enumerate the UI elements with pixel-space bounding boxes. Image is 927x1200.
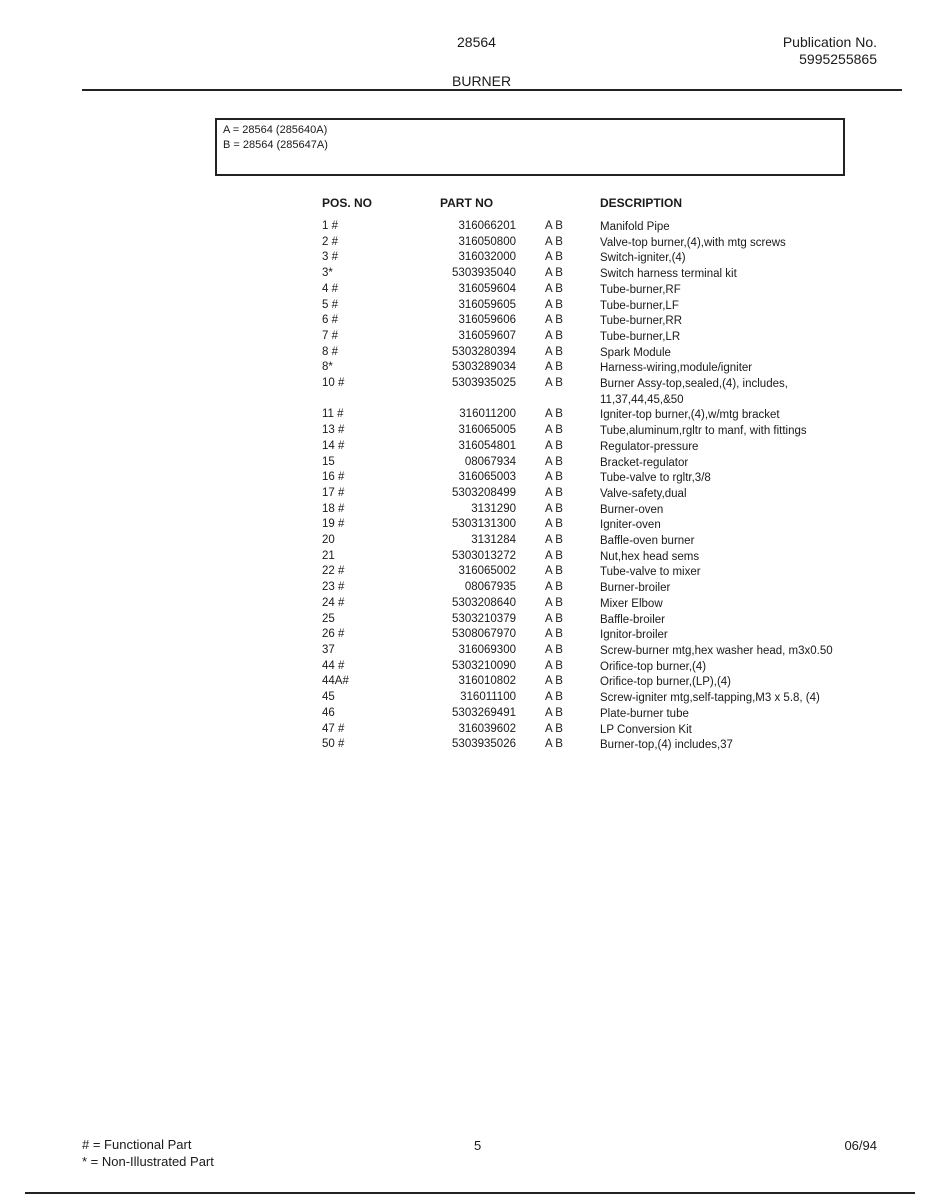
pos-no-cell: 24 # — [322, 596, 345, 609]
parts-table — [0, 220, 927, 754]
part-no-cell: 316054801 — [458, 439, 516, 452]
pos-no-cell: 18 # — [322, 502, 345, 515]
pos-no-cell: 13 # — [322, 424, 345, 437]
description-cell: Screw-burner mtg,hex washer head, m3x0.50 — [600, 644, 833, 657]
part-no-cell: 316011200 — [459, 408, 516, 421]
description-cell: Orifice-top burner,(4) — [600, 660, 707, 673]
table-row — [0, 346, 927, 362]
description-cell: Tube-valve to mixer — [600, 566, 701, 579]
part-no-cell: 5303131300 — [452, 518, 516, 531]
pos-no-cell: 8* — [322, 361, 333, 374]
section-title: BURNER — [452, 73, 512, 89]
part-no-cell: 08067935 — [464, 581, 516, 594]
part-no-cell: 316039602 — [458, 722, 516, 735]
model-applicability-cell: A B — [545, 612, 563, 625]
pos-no-cell: 50 # — [322, 738, 345, 751]
table-row — [0, 471, 927, 487]
pos-no-cell: 23 # — [322, 581, 345, 594]
table-row — [0, 220, 927, 236]
part-no-cell: 316011100 — [460, 691, 516, 704]
table-row — [0, 503, 927, 519]
part-no-cell: 316059604 — [458, 282, 516, 295]
pos-no-cell: 3 # — [322, 251, 338, 264]
table-row — [0, 408, 927, 424]
table-row — [0, 330, 927, 346]
table-row — [0, 581, 927, 597]
pos-no-cell: 25 — [322, 612, 335, 625]
pos-no-cell: 8 # — [322, 345, 338, 358]
model-applicability-cell: A B — [545, 722, 563, 735]
footer-legend — [82, 1136, 214, 1170]
part-no-cell: 316065002 — [458, 565, 516, 578]
model-applicability-cell: A B — [545, 251, 563, 264]
table-row — [0, 251, 927, 267]
part-no-cell: 5303935040 — [452, 267, 516, 280]
description-cell: Tube-burner,RF — [600, 283, 681, 296]
description-cell: Igniter-top burner,(4),w/mtg bracket — [600, 409, 780, 422]
description-cell: Switch-igniter,(4) — [600, 252, 686, 265]
part-no-cell: 316059607 — [458, 329, 516, 342]
model-applicability-cell: A B — [545, 502, 563, 515]
publication-date: 06/94 — [844, 1138, 877, 1153]
publication-info — [783, 34, 877, 68]
model-applicability-cell: A B — [545, 267, 563, 280]
functional-part-note: # = Functional Part — [82, 1137, 192, 1152]
description-cell: Manifold Pipe — [600, 221, 670, 233]
model-applicability-cell: A B — [545, 534, 563, 547]
pos-no-cell: 10 # — [322, 377, 345, 390]
part-no-cell: 316059605 — [458, 298, 516, 311]
model-applicability-cell: A B — [545, 549, 563, 562]
model-applicability-cell: A B — [545, 220, 563, 232]
pos-no-cell: 19 # — [322, 518, 345, 531]
part-no-cell: 3131290 — [471, 502, 516, 515]
pos-no-cell: 45 — [322, 691, 335, 704]
model-applicability-cell: A B — [545, 361, 563, 374]
table-row — [0, 487, 927, 503]
model-applicability-cell: A B — [545, 486, 563, 499]
pos-no-cell: 37 — [322, 643, 335, 656]
part-no-cell: 5303208499 — [452, 486, 516, 499]
column-header-description: DESCRIPTION — [600, 196, 683, 210]
model-applicability-cell: A B — [545, 675, 563, 688]
table-row — [0, 565, 927, 581]
part-no-cell: 5303935026 — [452, 738, 516, 751]
model-applicability-cell: A B — [545, 329, 563, 342]
pos-no-cell: 17 # — [322, 486, 345, 499]
description-cell: Screw-igniter mtg,self-tapping,M3 x 5.8, (4) — [600, 692, 820, 705]
model-applicability-cell: A B — [545, 424, 563, 437]
model-applicability-cell: A B — [545, 738, 563, 751]
model-applicability-cell: A B — [545, 439, 563, 452]
pos-no-cell: 21 — [322, 549, 335, 562]
page-number: 5 — [474, 1138, 482, 1153]
part-no-cell: 5308067970 — [452, 628, 516, 641]
table-row — [0, 691, 927, 707]
table-row — [0, 723, 927, 739]
description-cell: Burner-oven — [600, 503, 664, 516]
table-row — [0, 628, 927, 644]
description-cell: Ignitor-broiler — [600, 629, 668, 642]
pos-no-cell: 1 # — [322, 220, 338, 232]
table-row — [0, 707, 927, 723]
model-applicability-cell: A B — [545, 282, 563, 295]
part-no-cell: 5303013272 — [452, 549, 516, 562]
model-applicability-cell: A B — [545, 706, 563, 719]
part-no-cell: 316065005 — [458, 424, 516, 437]
model-applicability-cell: A B — [545, 596, 563, 609]
part-no-cell: 316065003 — [458, 471, 516, 484]
model-applicability-cell: A B — [545, 691, 563, 704]
description-cell: Spark Module — [600, 346, 671, 359]
description-cell: Valve-safety,dual — [600, 487, 687, 500]
model-applicability-cell: A B — [545, 518, 563, 531]
model-applicability-cell: A B — [545, 298, 563, 311]
pos-no-cell: 11 # — [322, 408, 344, 421]
table-row — [0, 440, 927, 456]
pos-no-cell: 14 # — [322, 439, 345, 452]
pos-no-cell: 46 — [322, 706, 335, 719]
model-applicability-cell: A B — [545, 643, 563, 656]
part-no-cell: 316010802 — [458, 675, 516, 688]
table-row — [0, 550, 927, 566]
description-cell: Harness-wiring,module/igniter — [600, 362, 753, 375]
table-row — [0, 675, 927, 691]
part-no-cell: 5303210379 — [452, 612, 516, 625]
description-cell: Burner Assy-top,sealed,(4), includes, 11,37,44,45,&50 — [600, 378, 788, 406]
model-applicability-cell: A B — [545, 345, 563, 358]
description-cell: Baffle-broiler — [600, 613, 665, 626]
part-no-cell: 5303280394 — [452, 345, 516, 358]
pos-no-cell: 26 # — [322, 628, 345, 641]
model-legend-box — [215, 118, 845, 176]
table-row — [0, 236, 927, 252]
part-no-cell: 5303210090 — [452, 659, 516, 672]
description-cell: Regulator-pressure — [600, 440, 699, 453]
part-no-cell: 316059606 — [458, 314, 516, 327]
description-cell: Burner-top,(4) includes,37 — [600, 739, 733, 752]
pos-no-cell: 44 # — [322, 659, 345, 672]
table-row — [0, 644, 927, 660]
table-row — [0, 361, 927, 377]
part-no-cell: 5303208640 — [452, 596, 516, 609]
model-applicability-cell: A B — [545, 659, 563, 672]
table-row — [0, 660, 927, 676]
table-row — [0, 299, 927, 315]
part-no-cell: 316069300 — [458, 643, 516, 656]
table-row — [0, 597, 927, 613]
description-cell: Mixer Elbow — [600, 597, 663, 610]
model-number: 28564 — [457, 34, 496, 50]
pos-no-cell: 20 — [322, 534, 335, 547]
model-applicability-cell: A B — [545, 581, 563, 594]
table-row — [0, 456, 927, 472]
pos-no-cell: 22 # — [322, 565, 345, 578]
description-cell: Valve-top burner,(4),with mtg screws — [600, 236, 786, 249]
description-cell: Bracket-regulator — [600, 456, 689, 469]
part-no-cell: 316032000 — [458, 251, 516, 264]
description-cell: LP Conversion Kit — [600, 723, 692, 736]
description-cell: Plate-burner tube — [600, 707, 689, 720]
pos-no-cell: 47 # — [322, 722, 345, 735]
table-row — [0, 267, 927, 283]
part-no-cell: 5303289034 — [452, 361, 516, 374]
model-applicability-cell: A B — [545, 408, 563, 421]
part-no-cell: 316050800 — [458, 235, 516, 248]
pos-no-cell: 6 # — [322, 314, 338, 327]
model-applicability-cell: A B — [545, 235, 563, 248]
table-row — [0, 738, 927, 754]
footer-divider — [25, 1192, 915, 1194]
table-row — [0, 534, 927, 550]
description-cell: Baffle-oven burner — [600, 535, 695, 548]
part-no-cell: 08067934 — [464, 455, 516, 468]
description-cell: Burner-broiler — [600, 582, 671, 595]
description-cell: Orifice-top burner,(LP),(4) — [600, 676, 732, 689]
description-cell: Tube-burner,RR — [600, 315, 683, 328]
non-illustrated-part-note: * = Non-Illustrated Part — [82, 1154, 214, 1169]
pos-no-cell: 15 — [322, 455, 335, 468]
description-cell: Igniter-oven — [600, 519, 661, 532]
part-no-cell: 5303935025 — [452, 377, 516, 390]
pos-no-cell: 7 # — [322, 329, 338, 342]
description-cell: Tube-burner,LF — [600, 299, 679, 312]
model-applicability-cell: A B — [545, 471, 563, 484]
table-row — [0, 283, 927, 299]
table-row — [0, 613, 927, 629]
table-row — [0, 314, 927, 330]
part-no-cell: 316066201 — [458, 220, 516, 232]
model-applicability-cell: A B — [545, 314, 563, 327]
pos-no-cell: 4 # — [322, 282, 338, 295]
pos-no-cell: 16 # — [322, 471, 345, 484]
description-cell: Nut,hex head sems — [600, 550, 700, 563]
publication-label: Publication No. — [782, 34, 877, 50]
description-cell: Tube-valve to rgltr,3/8 — [600, 472, 711, 485]
description-cell: Tube-burner,LR — [600, 330, 681, 343]
header-divider — [82, 89, 902, 91]
pos-no-cell: 5 # — [322, 298, 338, 311]
pos-no-cell: 3* — [322, 267, 333, 280]
description-cell: Switch harness terminal kit — [600, 268, 737, 281]
table-row — [0, 377, 927, 408]
legend-line: B = 28564 (285647A) — [223, 139, 328, 151]
model-applicability-cell: A B — [545, 377, 563, 390]
description-cell: Tube,aluminum,rgltr to manf, with fittings — [600, 425, 807, 438]
part-no-cell: 5303269491 — [452, 706, 516, 719]
column-header-pos: POS. NO — [322, 196, 373, 210]
table-row — [0, 518, 927, 534]
table-row — [0, 424, 927, 440]
legend-line: A = 28564 (285640A) — [223, 124, 328, 136]
pos-no-cell: 2 # — [322, 235, 338, 248]
part-no-cell: 3131284 — [471, 534, 516, 547]
model-applicability-cell: A B — [545, 628, 563, 641]
model-applicability-cell: A B — [545, 565, 563, 578]
publication-number: 5995255865 — [799, 51, 877, 67]
pos-no-cell: 44A# — [322, 675, 349, 688]
model-applicability-cell: A B — [545, 455, 563, 468]
column-header-part: PART NO — [440, 196, 494, 210]
